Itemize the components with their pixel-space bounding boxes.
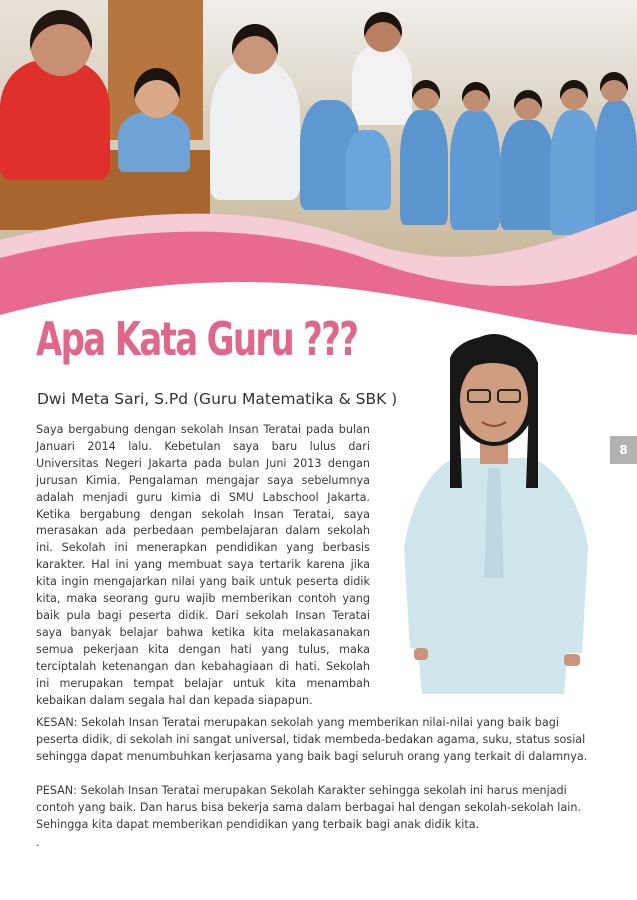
photo-child-head xyxy=(600,72,628,102)
kesan-paragraph xyxy=(36,714,592,765)
photo-teacher-mic xyxy=(352,45,412,125)
pesan-label: PESAN: xyxy=(36,784,77,797)
pesan-text: Sekolah Insan Teratai merupakan Sekolah Karakter sehingga sekolah ini harus menjadi contoh yang baik. Dan harus bisa bekerja sama dalam berbagai hal dengan sekolah-sekolah lain. Sehingga kita dapat memberikan pendidikan yang terbaik bagi anak didik kita. xyxy=(36,784,582,831)
photo-child xyxy=(118,112,190,172)
photo-teacher-red-head xyxy=(30,10,92,76)
pesan-paragraph xyxy=(36,782,592,833)
page-number: 8 xyxy=(610,436,637,464)
photo-child-head xyxy=(560,80,588,110)
kesan-text: Sekolah Insan Teratai merupakan sekolah yang memberikan nilai-nilai yang baik bagi peserta didik, di sekolah ini sangat universal, tidak membeda-bedakan agama, suku, status sosial sehingga dapat menumbuhkan kerjasama yang baik bagi seluruh orang yang terkait di dalamnya. xyxy=(36,716,588,763)
teacher-portrait xyxy=(392,318,592,694)
trailing-dot: . xyxy=(36,836,40,849)
photo-child-head xyxy=(412,80,440,110)
photo-child xyxy=(345,130,391,210)
kesan-label: KESAN: xyxy=(36,716,78,729)
author-name: Dwi Meta Sari, S.Pd (Guru Matematika & SBK ) xyxy=(37,390,398,408)
photo-child-head xyxy=(514,90,542,120)
photo-teacher-red xyxy=(0,60,110,180)
photo-child-head xyxy=(134,68,180,118)
photo-child-head xyxy=(462,82,490,112)
photo-teacher-mic-head xyxy=(364,12,402,52)
page-title: Apa Kata Guru ??? xyxy=(36,312,358,366)
photo-teacher-white-head xyxy=(232,24,278,74)
photo-teacher-white xyxy=(210,60,300,200)
testimonial-text: Saya bergabung dengan sekolah Insan Teratai pada bulan Januari 2014 lalu. Kebetulan saya baru lulus dari Universitas Negeri Jakarta pada bulan Juni 2013 dengan jurusan Kimia. Pengalaman mengajar saya sebelumnya adalah menjadi guru kimia di SMU Labschool Jakarta. Ketika bergabung dengan sekolah Insan Teratai, saya merasakan ada perbedaan pembelajaran dalam sekolah ini. Sekolah ini menerapkan pendidikan yang berbasis karakter. Hal ini yang membuat saya tertarik karena jika kita ingin mengajarkan nilai yang baik untuk peserta didik kita, maka seorang guru wajib memberikan contoh yang baik pula bagi peserta didik. Dari sekolah Insan Teratai saya banyak belajar bahwa ketika kita melakasanakan semua pekerjaan kita dengan hati yang tulus, maka terciptalah ketenangan dan kebahagiaan di hati. Sekolah ini merupakan tempat belajar untuk kita menambah kebaikan dalam segala hal dan kepada siapapun. xyxy=(36,423,370,707)
